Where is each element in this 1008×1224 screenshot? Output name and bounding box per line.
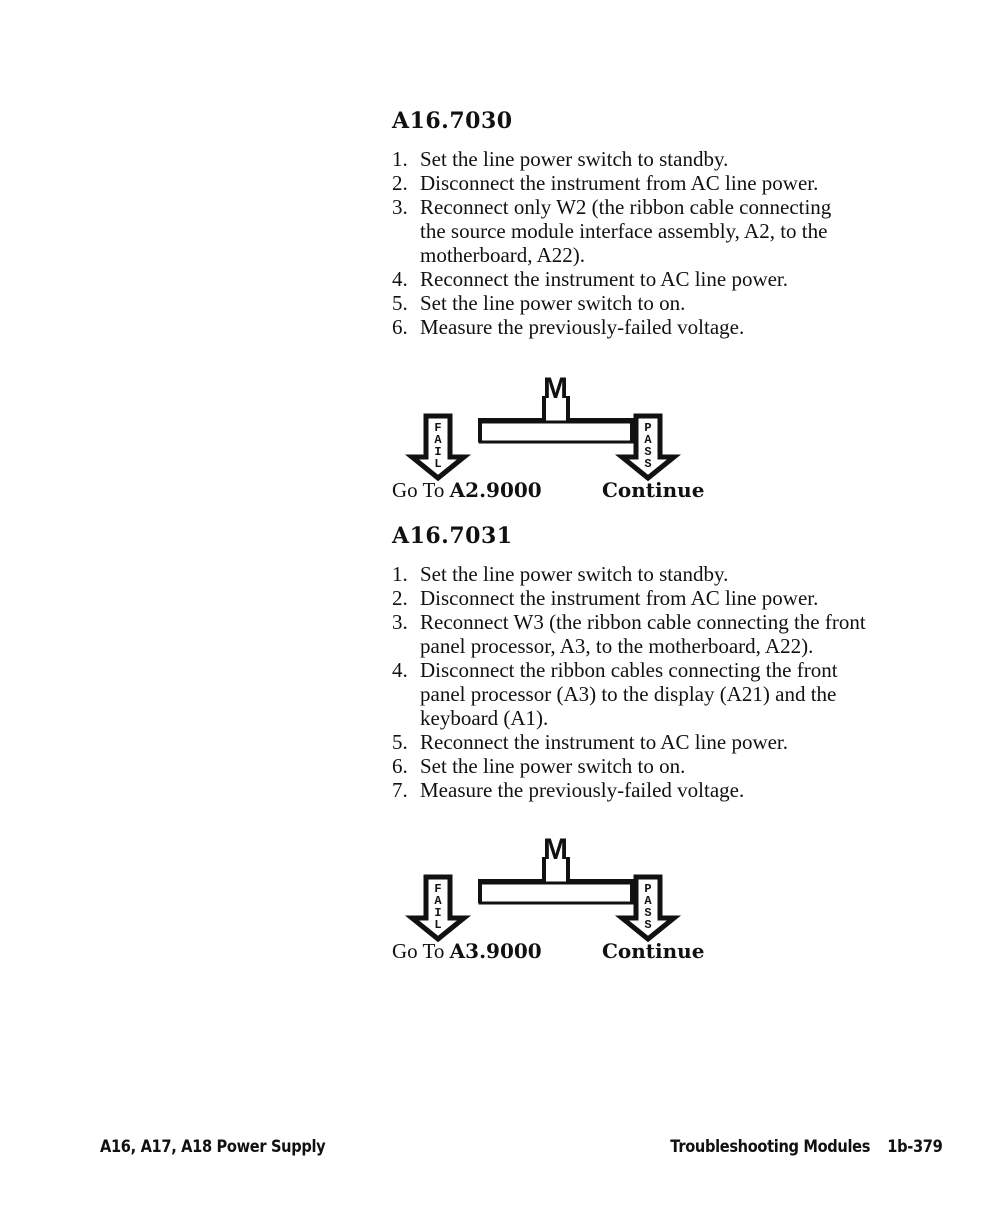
step-number: 5. bbox=[392, 730, 408, 754]
svg-text:P: P bbox=[644, 421, 652, 435]
step-number: 3. bbox=[392, 610, 408, 634]
section-title: A16.7031 bbox=[392, 523, 513, 549]
svg-text:P: P bbox=[644, 882, 652, 896]
step-text: Reconnect the instrument to AC line power. bbox=[420, 267, 789, 291]
pass-arrow-icon bbox=[622, 416, 674, 478]
step-item bbox=[392, 195, 831, 267]
step-text: Set the line power switch to standby. bbox=[420, 147, 729, 171]
pass-outcome: Continue bbox=[602, 478, 705, 502]
section-title: A16.7030 bbox=[392, 108, 513, 134]
step-item bbox=[392, 610, 866, 658]
step-number: 6. bbox=[392, 315, 408, 339]
step-number: 3. bbox=[392, 195, 408, 219]
step-item bbox=[392, 267, 831, 291]
step-item bbox=[392, 562, 866, 586]
step-text: keyboard (A1). bbox=[420, 706, 549, 730]
step-item bbox=[392, 291, 831, 315]
step-item bbox=[392, 754, 866, 778]
step-text: Set the line power switch to on. bbox=[420, 754, 686, 778]
goto-prefix: Go To bbox=[392, 939, 445, 963]
svg-text:L: L bbox=[434, 457, 442, 471]
svg-text:I: I bbox=[434, 906, 442, 920]
step-text: Set the line power switch to standby. bbox=[420, 562, 729, 586]
fail-outcome bbox=[392, 939, 542, 964]
step-item bbox=[392, 315, 831, 339]
fail-outcome bbox=[392, 478, 542, 503]
page-number: 1b-379 bbox=[886, 1137, 942, 1157]
meter-flow-icon bbox=[392, 372, 732, 482]
goto-target-link: A2.9000 bbox=[449, 478, 542, 502]
footer-chapter-title: A16, A17, A18 Power Supply bbox=[100, 1137, 326, 1157]
step-text: Measure the previously-failed voltage. bbox=[420, 778, 745, 802]
step-text: the source module interface assembly, A2, to the bbox=[420, 219, 828, 243]
step-number: 2. bbox=[392, 586, 408, 610]
step-text: Disconnect the ribbon cables connecting the front bbox=[420, 658, 838, 682]
step-text: Disconnect the instrument from AC line power. bbox=[420, 171, 819, 195]
step-item bbox=[392, 586, 866, 610]
step-number: 4. bbox=[392, 267, 408, 291]
svg-text:A: A bbox=[644, 433, 652, 447]
pass-arrow-icon bbox=[622, 877, 674, 939]
step-text: Reconnect W3 (the ribbon cable connecting the front bbox=[420, 610, 866, 634]
pass-fail-diagram bbox=[392, 833, 732, 963]
svg-text:F: F bbox=[434, 421, 442, 435]
step-item bbox=[392, 658, 866, 730]
goto-prefix: Go To bbox=[392, 478, 445, 502]
step-text: Measure the previously-failed voltage. bbox=[420, 315, 745, 339]
svg-text:S: S bbox=[644, 457, 652, 471]
steps-list bbox=[392, 562, 866, 802]
step-number: 6. bbox=[392, 754, 408, 778]
steps-list bbox=[392, 147, 831, 339]
step-text: Reconnect only W2 (the ribbon cable connecting bbox=[420, 195, 832, 219]
step-text: Disconnect the instrument from AC line power. bbox=[420, 586, 819, 610]
svg-text:S: S bbox=[644, 918, 652, 932]
meter-label: M bbox=[543, 833, 568, 866]
step-text: panel processor, A3, to the motherboard, A22). bbox=[420, 634, 814, 658]
step-text: panel processor (A3) to the display (A21) and the bbox=[420, 682, 837, 706]
step-item bbox=[392, 730, 866, 754]
footer-section-title: Troubleshooting Modules bbox=[669, 1137, 870, 1157]
svg-text:A: A bbox=[434, 894, 442, 908]
step-item bbox=[392, 778, 866, 802]
pass-outcome: Continue bbox=[602, 939, 705, 963]
step-item bbox=[392, 171, 831, 195]
step-number: 4. bbox=[392, 658, 408, 682]
step-text: Reconnect the instrument to AC line power. bbox=[420, 730, 789, 754]
fail-arrow-icon bbox=[412, 877, 464, 939]
step-number: 1. bbox=[392, 147, 408, 171]
fail-arrow-icon bbox=[412, 416, 464, 478]
footer-right bbox=[670, 1137, 942, 1157]
step-text: motherboard, A22). bbox=[420, 243, 586, 267]
svg-text:L: L bbox=[434, 918, 442, 932]
pass-fail-diagram bbox=[392, 372, 732, 502]
meter-label: M bbox=[543, 372, 568, 405]
svg-text:F: F bbox=[434, 882, 442, 896]
step-number: 7. bbox=[392, 778, 408, 802]
step-number: 1. bbox=[392, 562, 408, 586]
svg-text:A: A bbox=[434, 433, 442, 447]
svg-text:A: A bbox=[644, 894, 652, 908]
meter-flow-icon bbox=[392, 833, 732, 943]
svg-text:S: S bbox=[644, 906, 652, 920]
step-number: 5. bbox=[392, 291, 408, 315]
svg-text:S: S bbox=[644, 445, 652, 459]
step-text: Set the line power switch to on. bbox=[420, 291, 686, 315]
goto-target-link: A3.9000 bbox=[449, 939, 542, 963]
step-number: 2. bbox=[392, 171, 408, 195]
svg-text:I: I bbox=[434, 445, 442, 459]
step-item bbox=[392, 147, 831, 171]
